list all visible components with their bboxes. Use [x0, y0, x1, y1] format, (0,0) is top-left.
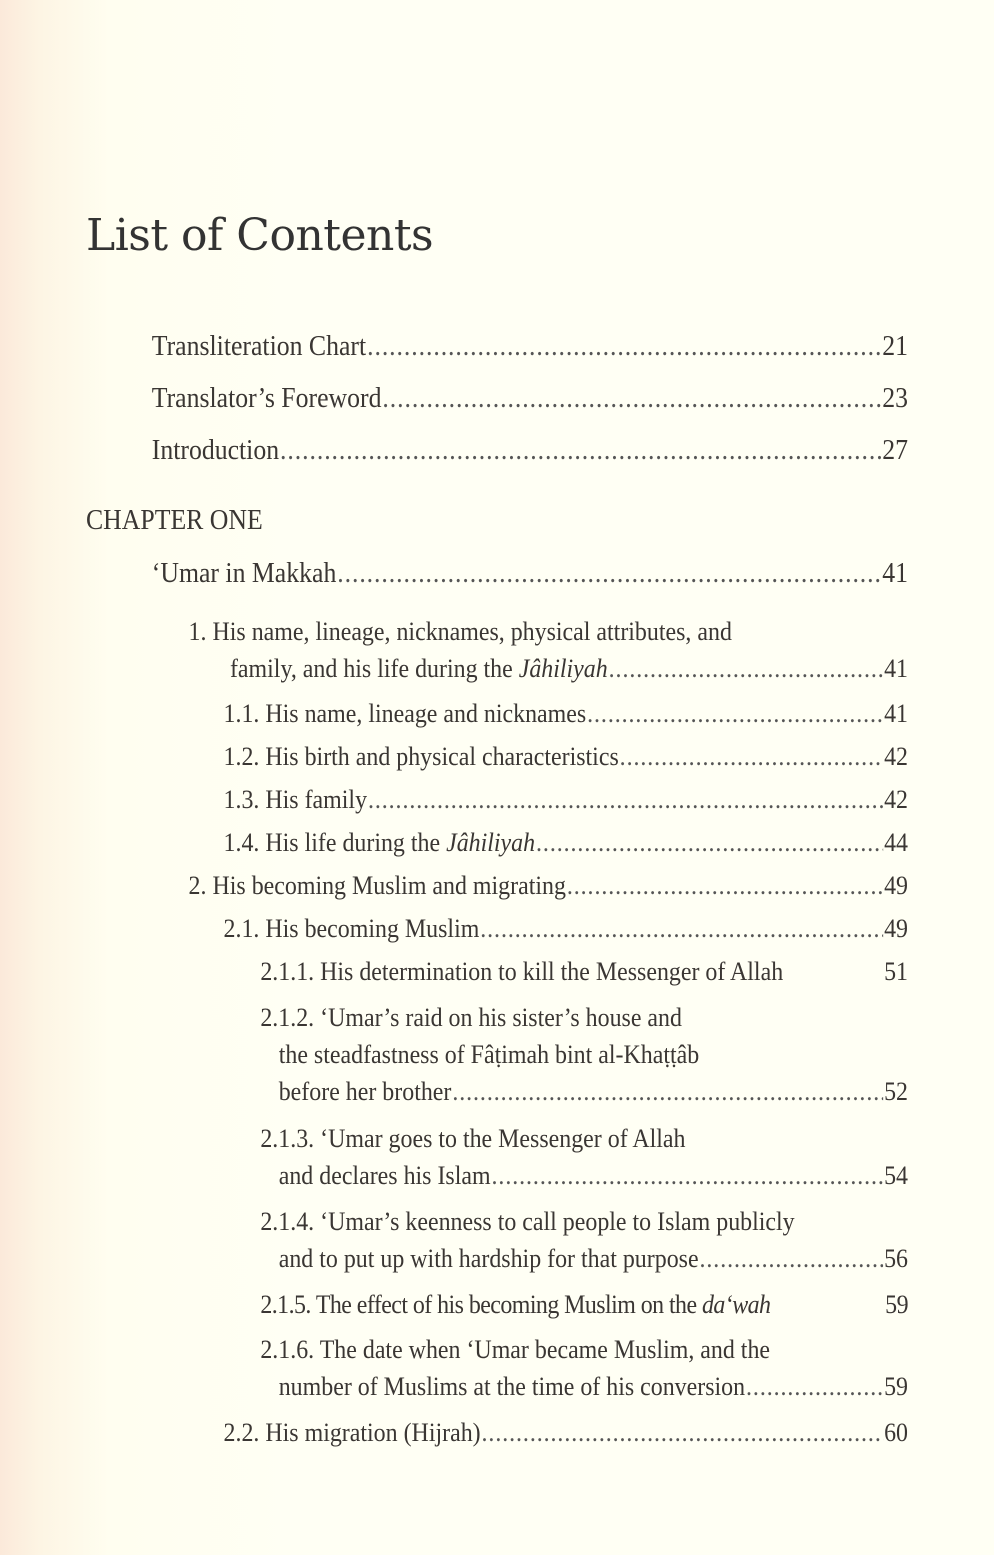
toc-entry-section-1[interactable]: [189, 613, 908, 687]
dot-leader: [368, 781, 883, 818]
toc-page-number: 54: [884, 1161, 908, 1190]
toc-entry-label: 1.2. His birth and physical characteristics: [223, 742, 619, 771]
toc-entry-label: 1. His name, lineage, nicknames, physical attributes, and: [188, 617, 732, 646]
toc-entry-label-continued: number of Muslims at the time of his conversion: [278, 1372, 746, 1401]
toc-entry-label-continued: and to put up with hardship for that purpose: [278, 1244, 699, 1273]
toc-entry-section-1-3[interactable]: [224, 781, 908, 818]
toc-entry-section-2-2[interactable]: [224, 1414, 908, 1451]
toc-entry-label-continued: [230, 650, 608, 687]
dot-leader: [536, 824, 883, 861]
label-text: 1.4. His life during the: [223, 828, 447, 857]
toc-page-number: 42: [884, 742, 908, 771]
toc-entry-label: ‘Umar in Makkah: [151, 558, 337, 589]
toc-page-number: 21: [882, 331, 908, 362]
toc-entry-section-2-1-4[interactable]: [260, 1203, 908, 1277]
toc-page-number: 51: [884, 957, 908, 986]
dot-leader: [482, 1414, 884, 1451]
dot-leader: [382, 380, 881, 417]
toc-page-number: 44: [884, 828, 908, 857]
toc-page-number: 41: [882, 558, 908, 589]
toc-page-number: 49: [884, 914, 908, 943]
toc-entry-section-2-1[interactable]: [224, 910, 908, 947]
page-title: List of Contents: [86, 210, 434, 261]
toc-entry-section-1-4[interactable]: [224, 824, 908, 861]
chapter-heading: CHAPTER ONE: [86, 505, 263, 536]
toc-page-number: 49: [884, 871, 908, 900]
toc-page-number: 59: [885, 1290, 908, 1319]
toc-page-number: 27: [882, 435, 908, 466]
toc-page-number: 60: [884, 1418, 908, 1447]
toc-entry-introduction[interactable]: [152, 432, 908, 469]
label-italic: Jâhiliyah: [446, 828, 536, 857]
toc-page-number: 59: [884, 1372, 908, 1401]
toc-entry-section-2-1-2[interactable]: [260, 999, 908, 1110]
toc-entry-label-continued: the steadfastness of Fâṭimah bint al-Khaṭṭâb: [278, 1040, 700, 1069]
toc-entry-section-1-2[interactable]: [224, 738, 908, 775]
toc-entry-section-2-1-3[interactable]: [260, 1120, 908, 1194]
toc-entry-label: [224, 824, 536, 861]
dot-leader: [367, 328, 881, 365]
dot-leader: [480, 910, 883, 947]
toc-entry-translators-foreword[interactable]: [152, 380, 908, 417]
toc-entry-label: 2.1. His becoming Muslim: [223, 914, 480, 943]
toc-entry-label: Transliteration Chart: [151, 331, 367, 362]
toc-entry-section-2-1-6[interactable]: [260, 1331, 908, 1405]
dot-leader: [700, 1240, 884, 1277]
dot-leader: [567, 867, 883, 904]
toc-page-number: 56: [884, 1244, 908, 1273]
toc-entry-label: 2.1.1. His determination to kill the Messenger of Allah: [260, 957, 784, 986]
toc-entry-label: 1.1. His name, lineage and nicknames: [223, 699, 587, 728]
dot-leader: [337, 555, 881, 592]
dot-leader: [492, 1157, 884, 1194]
toc-entry-label: 2.2. His migration (Hijrah): [223, 1418, 481, 1447]
toc-entry-label: 2.1.6. The date when ‘Umar became Muslim, and the: [260, 1335, 771, 1364]
toc-entry-label: Translator’s Foreword: [151, 383, 382, 414]
dot-leader: [280, 432, 881, 469]
toc-page-number: 23: [882, 383, 908, 414]
toc-entry-label-continued: and declares his Islam: [278, 1161, 491, 1190]
toc-entry-label: 2.1.4. ‘Umar’s keenness to call people to Islam publicly: [260, 1207, 795, 1236]
toc-entry-label: 2. His becoming Muslim and migrating: [188, 871, 566, 900]
toc-entry-label: Introduction: [151, 435, 280, 466]
toc-page-number: 42: [884, 785, 908, 814]
toc-entry-section-2[interactable]: [189, 867, 908, 904]
toc-entry-transliteration-chart[interactable]: [152, 328, 908, 365]
toc-entry-section-1-1[interactable]: [224, 695, 908, 732]
toc-entry-label-continued: before her brother: [278, 1077, 452, 1106]
toc-entry-label: [260, 1286, 770, 1323]
dot-leader: [452, 1073, 883, 1110]
toc-entry-section-2-1-1[interactable]: [260, 953, 908, 990]
toc-entry-chapter-title[interactable]: [152, 555, 908, 592]
label-text: 2.1.5. The effect of his becoming Muslim on the: [260, 1290, 702, 1319]
dot-leader: [620, 738, 883, 775]
toc-entry-label: 2.1.3. ‘Umar goes to the Messenger of Allah: [260, 1124, 686, 1153]
label-text: family, and his life during the: [229, 654, 519, 683]
toc-entry-label: 2.1.2. ‘Umar’s raid on his sister’s house and: [260, 1003, 682, 1032]
dot-leader: [587, 695, 883, 732]
toc-page-number: 41: [884, 654, 908, 683]
dot-leader: [746, 1368, 883, 1405]
dot-leader: [609, 650, 884, 687]
toc-page-number: 41: [884, 699, 908, 728]
label-italic: da‘wah: [701, 1290, 771, 1319]
toc-page-number: 52: [884, 1077, 908, 1106]
toc-entry-section-2-1-5[interactable]: [260, 1286, 908, 1323]
toc-entry-label: 1.3. His family: [223, 785, 368, 814]
label-italic: Jâhiliyah: [518, 654, 608, 683]
